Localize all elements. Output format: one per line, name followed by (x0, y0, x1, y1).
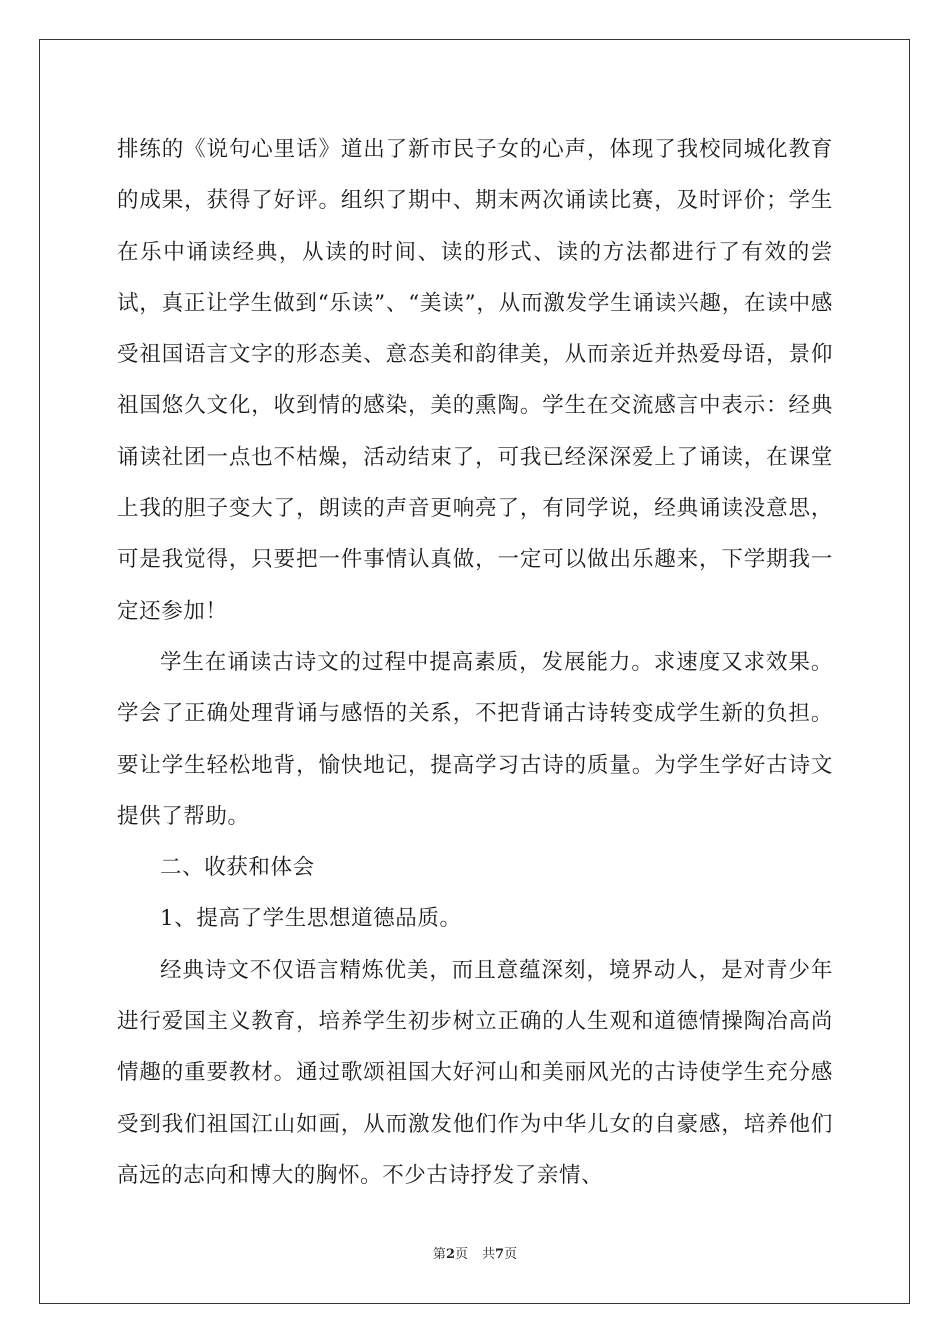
paragraph-2: 学生在诵读古诗文的过程中提高素质，发展能力。求速度又求效果。学会了正确处理背诵与感悟的关系，不把背诵古诗转变成学生新的负担。要让学生轻松地背，愉快地记，提高学习古诗的质量。为学生学好古诗文提供了帮助。 (117, 649, 833, 829)
document-body (117, 124, 833, 1201)
section-heading: 二、收获和体会 (160, 855, 315, 881)
subsection-heading: 1、提高了学生思想道德品质。 (160, 906, 462, 932)
page-suffix: 页 (454, 1247, 468, 1262)
paragraph-1: 排练的《说句心里话》道出了新市民子女的心声，体现了我校同城化教育的成果，获得了好评。组织了期中、期末两次诵读比赛，及时评价；学生在乐中诵读经典，从读的时间、读的形式、读的方法都进行了有效的尝试，真正让学生做到“乐读”、“美读”，从而激发学生诵读兴趣，在读中感受祖国语言文字的形态美、意态美和韵律美，从而亲近并热爱母语，景仰祖国悠久文化，收到情的感染，美的熏陶。学生在交流感言中表示：经典诵读社团一点也不枯燥，活动结束了，可我已经深深爱上了诵读，在课堂上我的胆子变大了，朗读的声音更响亮了，有同学说，经典诵读没意思，可是我觉得，只要把一件事情认真做，一定可以做出乐趣来，下学期我一定还参加！ (117, 137, 833, 624)
total-suffix: 页 (504, 1247, 518, 1262)
page-number: 2 (445, 1247, 455, 1262)
page-prefix: 第 (432, 1247, 446, 1262)
paragraph-3: 经典诗文不仅语言精炼优美，而且意蕴深刻，境界动人，是对青少年进行爱国主义教育，培养学生初步树立正确的人生观和道德情操陶冶高尚情趣的重要教材。通过歌颂祖国大好河山和美丽风光的古诗使学生充分感受到我们祖国江山如画，从而激发他们作为中华儿女的自豪感，培养他们高远的志向和博大的胸怀。不少古诗抒发了亲情、 (117, 957, 833, 1188)
page-footer (0, 1246, 950, 1264)
total-prefix: 共 (482, 1247, 496, 1262)
total-pages: 7 (495, 1247, 505, 1262)
